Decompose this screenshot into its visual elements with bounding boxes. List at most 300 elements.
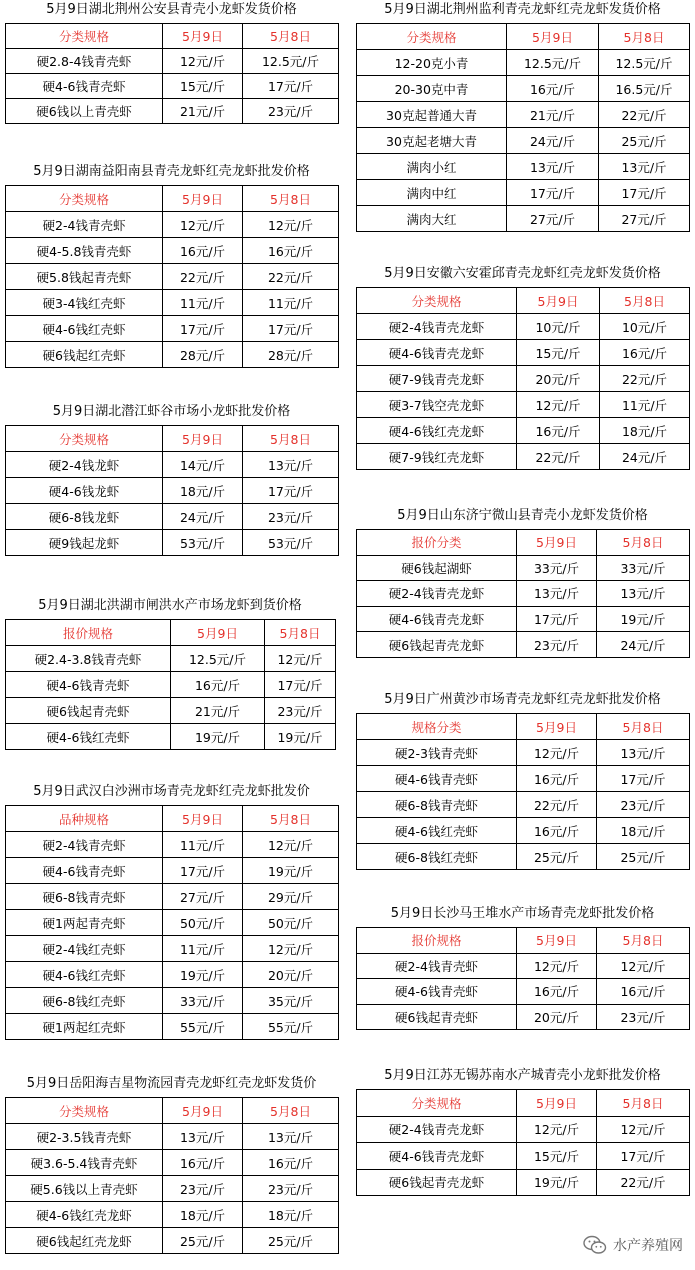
- price-cell: 16元/斤: [600, 340, 690, 366]
- table-row: [357, 632, 690, 658]
- price-cell: 22元/斤: [517, 444, 600, 470]
- price-table: [5, 425, 339, 556]
- table-row: [357, 844, 690, 870]
- table-row: [357, 392, 690, 418]
- spec-cell: 硬4-6钱青壳虾: [357, 979, 517, 1005]
- spec-cell: 硬3-7钱空壳龙虾: [357, 392, 517, 418]
- price-cell: 16元/斤: [517, 418, 600, 444]
- spec-cell: 硬1两起青壳虾: [6, 910, 163, 936]
- spec-cell: 硬6钱以上青壳虾: [6, 99, 163, 124]
- header-cell: 5月8日: [599, 24, 690, 50]
- price-cell: 17元/斤: [163, 316, 243, 342]
- table-header-row: [357, 24, 690, 50]
- price-cell: 17元/斤: [507, 180, 599, 206]
- price-cell: 20元/斤: [243, 962, 339, 988]
- price-cell: 13元/斤: [243, 452, 339, 478]
- price-cell: 19元/斤: [517, 1169, 597, 1196]
- price-cell: 35元/斤: [243, 988, 339, 1014]
- spec-cell: 硬2-3.5钱青壳虾: [6, 1124, 163, 1150]
- price-cell: 15元/斤: [517, 1143, 597, 1170]
- price-cell: 24元/斤: [600, 444, 690, 470]
- price-cell: 12元/斤: [597, 953, 690, 979]
- table-row: [357, 1169, 690, 1196]
- price-cell: 14元/斤: [163, 452, 243, 478]
- price-cell: 16元/斤: [243, 238, 339, 264]
- table-row: [6, 530, 339, 556]
- table-header-row: [357, 530, 690, 556]
- table-title: 5月9日湖北荆州监利青壳龙虾红壳龙虾发货价格: [384, 2, 661, 17]
- table-row: [6, 212, 339, 238]
- spec-cell: 硬6-8钱龙虾: [6, 504, 163, 530]
- price-cell: 12元/斤: [517, 953, 597, 979]
- price-cell: 16元/斤: [517, 766, 597, 792]
- price-cell: 16元/斤: [243, 1150, 339, 1176]
- price-cell: 23元/斤: [243, 99, 339, 124]
- table-title: 5月9日安徽六安霍邱青壳龙虾红壳龙虾发货价格: [384, 266, 661, 281]
- spec-cell: 硬4-6钱青壳虾: [6, 858, 163, 884]
- price-cell: 16元/斤: [163, 1150, 243, 1176]
- header-cell: 5月8日: [243, 806, 339, 832]
- spec-cell: 硬6钱起红壳龙虾: [6, 1228, 163, 1254]
- header-cell: 5月8日: [243, 24, 339, 49]
- table-row: [6, 49, 339, 74]
- header-cell: 5月9日: [171, 620, 265, 646]
- table-row: [6, 672, 336, 698]
- price-table-block: [356, 690, 689, 870]
- price-cell: 55元/斤: [163, 1014, 243, 1040]
- price-table-block: [5, 402, 338, 556]
- spec-cell: 硬6-8钱青壳虾: [6, 884, 163, 910]
- table-row: [6, 1228, 339, 1254]
- price-cell: 22元/斤: [599, 102, 690, 128]
- spec-cell: 硬7-9钱红壳龙虾: [357, 444, 517, 470]
- price-cell: 12.5元/斤: [243, 49, 339, 74]
- header-cell: 5月9日: [517, 530, 597, 556]
- table-row: [357, 76, 690, 102]
- price-cell: 12元/斤: [163, 212, 243, 238]
- spec-cell: 硬3.6-5.4钱青壳虾: [6, 1150, 163, 1176]
- table-row: [6, 290, 339, 316]
- price-cell: 13元/斤: [597, 581, 690, 607]
- price-table-block: [356, 1066, 689, 1196]
- spec-cell: 硬4-6钱红壳虾: [6, 316, 163, 342]
- price-cell: 12元/斤: [517, 1116, 597, 1143]
- table-row: [357, 606, 690, 632]
- price-cell: 16.5元/斤: [599, 76, 690, 102]
- price-cell: 18元/斤: [600, 418, 690, 444]
- spec-cell: 硬4-5.8钱青壳虾: [6, 238, 163, 264]
- price-cell: 18元/斤: [163, 1202, 243, 1228]
- spec-cell: 硬4-6钱红壳虾: [6, 724, 171, 750]
- price-cell: 25元/斤: [243, 1228, 339, 1254]
- table-title: 5月9日广州黄沙市场青壳龙虾红壳龙虾批发价格: [384, 692, 661, 707]
- price-cell: 10元/斤: [600, 314, 690, 340]
- price-cell: 29元/斤: [243, 884, 339, 910]
- table-row: [6, 832, 339, 858]
- price-cell: 13元/斤: [599, 154, 690, 180]
- spec-cell: 30克起老塘大青: [357, 128, 507, 154]
- spec-cell: 硬6钱起青壳虾: [357, 1004, 517, 1030]
- price-cell: 23元/斤: [163, 1176, 243, 1202]
- price-cell: 22元/斤: [517, 792, 597, 818]
- price-table: [356, 287, 690, 470]
- spec-cell: 硬4-6钱青壳虾: [6, 74, 163, 99]
- table-title: 5月9日岳阳海吉星物流园青壳龙虾红壳龙虾发货价: [26, 1076, 317, 1091]
- table-row: [6, 238, 339, 264]
- price-cell: 12元/斤: [517, 392, 600, 418]
- table-row: [357, 740, 690, 766]
- price-cell: 23元/斤: [597, 792, 690, 818]
- header-cell: 分类规格: [357, 288, 517, 314]
- table-row: [6, 962, 339, 988]
- table-title: 5月9日湖北荆州公安县青壳小龙虾发货价格: [46, 2, 297, 17]
- wechat-icon: [583, 1234, 607, 1256]
- price-cell: 13元/斤: [507, 154, 599, 180]
- price-cell: 23元/斤: [243, 504, 339, 530]
- table-header-row: [6, 426, 339, 452]
- price-cell: 23元/斤: [243, 1176, 339, 1202]
- price-cell: 11元/斤: [163, 290, 243, 316]
- header-cell: 5月8日: [243, 1098, 339, 1124]
- price-cell: 22元/斤: [597, 1169, 690, 1196]
- price-cell: 17元/斤: [597, 766, 690, 792]
- spec-cell: 硬9钱起龙虾: [6, 530, 163, 556]
- spec-cell: 硬2.4-3.8钱青壳虾: [6, 646, 171, 672]
- header-cell: 分类规格: [6, 426, 163, 452]
- spec-cell: 硬2-4钱青壳虾: [6, 212, 163, 238]
- watermark: [583, 1234, 683, 1256]
- table-title: 5月9日江苏无锡苏南水产城青壳小龙虾批发价格: [384, 1068, 661, 1083]
- header-cell: 5月8日: [597, 1090, 690, 1117]
- price-cell: 28元/斤: [163, 342, 243, 368]
- table-row: [6, 936, 339, 962]
- header-cell: 5月8日: [597, 530, 690, 556]
- table-header-row: [6, 186, 339, 212]
- price-cell: 17元/斤: [243, 478, 339, 504]
- price-cell: 21元/斤: [507, 102, 599, 128]
- price-table-block: [5, 0, 338, 124]
- table-row: [6, 988, 339, 1014]
- header-cell: 5月8日: [597, 928, 690, 954]
- spec-cell: 硬6钱起青壳虾: [6, 698, 171, 724]
- table-row: [6, 1202, 339, 1228]
- spec-cell: 硬4-6钱青壳虾: [6, 672, 171, 698]
- table-title: 5月9日武汉白沙洲市场青壳龙虾红壳龙虾批发价: [33, 784, 310, 799]
- price-cell: 11元/斤: [163, 936, 243, 962]
- header-cell: 分类规格: [357, 24, 507, 50]
- spec-cell: 满肉中红: [357, 180, 507, 206]
- spec-cell: 硬3-4钱红壳虾: [6, 290, 163, 316]
- price-cell: 27元/斤: [599, 206, 690, 232]
- spec-cell: 硬6-8钱红壳虾: [357, 844, 517, 870]
- price-cell: 13元/斤: [517, 581, 597, 607]
- table-row: [357, 314, 690, 340]
- header-cell: 5月9日: [163, 186, 243, 212]
- spec-cell: 硬4-6钱青壳虾: [357, 766, 517, 792]
- price-cell: 12元/斤: [517, 740, 597, 766]
- price-cell: 25元/斤: [163, 1228, 243, 1254]
- price-cell: 22元/斤: [243, 264, 339, 290]
- header-cell: 5月8日: [600, 288, 690, 314]
- header-cell: 5月9日: [517, 1090, 597, 1117]
- price-table-block: [356, 264, 689, 470]
- spec-cell: 硬2-4钱青壳龙虾: [357, 1116, 517, 1143]
- header-cell: 分类规格: [357, 1090, 517, 1117]
- table-row: [6, 452, 339, 478]
- price-table: [356, 23, 690, 232]
- table-header-row: [6, 1098, 339, 1124]
- price-cell: 17元/斤: [265, 672, 336, 698]
- table-title: 5月9日湖北潜江虾谷市场小龙虾批发价格: [52, 404, 291, 419]
- price-cell: 19元/斤: [171, 724, 265, 750]
- header-cell: 5月8日: [597, 714, 690, 740]
- table-title: 5月9日山东济宁微山县青壳小龙虾发货价格: [397, 508, 648, 523]
- table-row: [357, 128, 690, 154]
- price-cell: 21元/斤: [171, 698, 265, 724]
- price-cell: 24元/斤: [163, 504, 243, 530]
- table-title: 5月9日长沙马王堆水产市场青壳龙虾批发价格: [390, 906, 655, 921]
- price-cell: 55元/斤: [243, 1014, 339, 1040]
- table-row: [6, 646, 336, 672]
- price-cell: 24元/斤: [597, 632, 690, 658]
- table-row: [357, 818, 690, 844]
- price-cell: 27元/斤: [163, 884, 243, 910]
- table-row: [6, 74, 339, 99]
- price-cell: 19元/斤: [163, 962, 243, 988]
- price-cell: 17元/斤: [597, 1143, 690, 1170]
- table-row: [357, 154, 690, 180]
- price-cell: 18元/斤: [163, 478, 243, 504]
- price-table: [5, 619, 336, 750]
- spec-cell: 硬5.8钱起青壳虾: [6, 264, 163, 290]
- price-cell: 20元/斤: [517, 1004, 597, 1030]
- spec-cell: 硬6钱起湖虾: [357, 555, 517, 581]
- price-cell: 16元/斤: [507, 76, 599, 102]
- table-header-row: [357, 714, 690, 740]
- price-cell: 16元/斤: [597, 979, 690, 1005]
- spec-cell: 满肉大红: [357, 206, 507, 232]
- header-cell: 5月9日: [517, 288, 600, 314]
- price-cell: 24元/斤: [507, 128, 599, 154]
- spec-cell: 硬4-6钱青壳龙虾: [357, 606, 517, 632]
- spec-cell: 硬4-6钱红壳虾: [357, 818, 517, 844]
- spec-cell: 12-20克小青: [357, 50, 507, 76]
- table-title: 5月9日湖南益阳南县青壳龙虾红壳龙虾批发价格: [33, 164, 310, 179]
- price-cell: 12元/斤: [597, 1116, 690, 1143]
- price-cell: 22元/斤: [163, 264, 243, 290]
- table-row: [6, 316, 339, 342]
- price-cell: 27元/斤: [507, 206, 599, 232]
- price-table-block: [356, 904, 689, 1030]
- price-table: [356, 713, 690, 870]
- spec-cell: 硬6-8钱红壳虾: [6, 988, 163, 1014]
- table-row: [6, 698, 336, 724]
- spec-cell: 硬2-4钱青壳龙虾: [357, 314, 517, 340]
- price-cell: 12元/斤: [265, 646, 336, 672]
- header-cell: 5月8日: [243, 426, 339, 452]
- price-cell: 23元/斤: [265, 698, 336, 724]
- table-row: [357, 340, 690, 366]
- table-row: [357, 366, 690, 392]
- header-cell: 5月8日: [265, 620, 336, 646]
- price-cell: 21元/斤: [163, 99, 243, 124]
- table-row: [6, 478, 339, 504]
- header-cell: 规格分类: [357, 714, 517, 740]
- price-cell: 15元/斤: [517, 340, 600, 366]
- header-cell: 5月9日: [163, 24, 243, 49]
- spec-cell: 30克起普通大青: [357, 102, 507, 128]
- price-table-block: [356, 506, 689, 658]
- spec-cell: 硬4-6钱红壳龙虾: [6, 1202, 163, 1228]
- price-cell: 22元/斤: [600, 366, 690, 392]
- table-header-row: [6, 24, 339, 49]
- price-cell: 11元/斤: [163, 832, 243, 858]
- spec-cell: 硬6-8钱青壳虾: [357, 792, 517, 818]
- price-cell: 18元/斤: [243, 1202, 339, 1228]
- price-cell: 33元/斤: [163, 988, 243, 1014]
- price-cell: 25元/斤: [517, 844, 597, 870]
- spec-cell: 硬4-6钱红壳虾: [6, 962, 163, 988]
- table-row: [357, 180, 690, 206]
- table-row: [6, 1176, 339, 1202]
- table-row: [6, 342, 339, 368]
- spec-cell: 硬4-6钱红壳龙虾: [357, 418, 517, 444]
- table-row: [6, 858, 339, 884]
- spec-cell: 硬7-9钱青壳龙虾: [357, 366, 517, 392]
- price-cell: 17元/斤: [517, 606, 597, 632]
- price-table-block: [5, 782, 338, 1040]
- table-row: [6, 1124, 339, 1150]
- price-cell: 15元/斤: [163, 74, 243, 99]
- table-row: [6, 264, 339, 290]
- price-cell: 12.5元/斤: [507, 50, 599, 76]
- price-cell: 16元/斤: [163, 238, 243, 264]
- price-table: [356, 1089, 690, 1196]
- header-cell: 分类规格: [6, 1098, 163, 1124]
- price-table: [356, 927, 690, 1030]
- header-cell: 5月9日: [163, 426, 243, 452]
- table-row: [6, 1150, 339, 1176]
- price-cell: 12.5元/斤: [171, 646, 265, 672]
- price-cell: 12.5元/斤: [599, 50, 690, 76]
- table-row: [6, 884, 339, 910]
- table-row: [357, 766, 690, 792]
- price-cell: 33元/斤: [597, 555, 690, 581]
- header-cell: 报价分类: [357, 530, 517, 556]
- spec-cell: 硬2-4钱龙虾: [6, 452, 163, 478]
- watermark-text: 水产养殖网: [613, 1238, 683, 1254]
- price-cell: 28元/斤: [243, 342, 339, 368]
- spec-cell: 硬2-4钱青壳虾: [6, 832, 163, 858]
- table-title: 5月9日湖北洪湖市闸洪水产市场龙虾到货价格: [38, 598, 302, 613]
- price-cell: 25元/斤: [597, 844, 690, 870]
- price-cell: 16元/斤: [517, 979, 597, 1005]
- price-table-block: [5, 596, 335, 750]
- table-row: [357, 979, 690, 1005]
- spec-cell: 硬4-6钱青壳龙虾: [357, 340, 517, 366]
- price-table-block: [356, 0, 689, 232]
- price-cell: 13元/斤: [597, 740, 690, 766]
- price-cell: 33元/斤: [517, 555, 597, 581]
- header-cell: 品种规格: [6, 806, 163, 832]
- price-cell: 17元/斤: [163, 858, 243, 884]
- price-table-block: [5, 162, 338, 368]
- header-cell: 5月9日: [163, 806, 243, 832]
- table-row: [357, 418, 690, 444]
- spec-cell: 硬2-4钱青壳虾: [357, 953, 517, 979]
- table-row: [357, 102, 690, 128]
- table-header-row: [6, 620, 336, 646]
- table-row: [357, 206, 690, 232]
- price-cell: 16元/斤: [517, 818, 597, 844]
- price-cell: 25元/斤: [599, 128, 690, 154]
- table-row: [6, 99, 339, 124]
- price-cell: 16元/斤: [171, 672, 265, 698]
- price-cell: 50元/斤: [163, 910, 243, 936]
- table-row: [357, 1143, 690, 1170]
- price-cell: 20元/斤: [517, 366, 600, 392]
- price-cell: 10元/斤: [517, 314, 600, 340]
- price-cell: 13元/斤: [163, 1124, 243, 1150]
- spec-cell: 硬1两起红壳虾: [6, 1014, 163, 1040]
- spec-cell: 硬6钱起青壳龙虾: [357, 632, 517, 658]
- header-cell: 报价规格: [357, 928, 517, 954]
- price-cell: 53元/斤: [243, 530, 339, 556]
- spec-cell: 硬6钱起青壳龙虾: [357, 1169, 517, 1196]
- table-header-row: [6, 806, 339, 832]
- header-cell: 5月9日: [517, 714, 597, 740]
- table-header-row: [357, 288, 690, 314]
- price-cell: 19元/斤: [265, 724, 336, 750]
- spec-cell: 硬2.8-4钱青壳虾: [6, 49, 163, 74]
- price-table: [5, 185, 339, 368]
- header-cell: 5月9日: [517, 928, 597, 954]
- price-cell: 11元/斤: [600, 392, 690, 418]
- header-cell: 5月9日: [163, 1098, 243, 1124]
- table-header-row: [357, 1090, 690, 1117]
- spec-cell: 硬2-4钱青壳龙虾: [357, 581, 517, 607]
- table-row: [357, 792, 690, 818]
- price-cell: 19元/斤: [597, 606, 690, 632]
- price-cell: 53元/斤: [163, 530, 243, 556]
- header-cell: 5月9日: [507, 24, 599, 50]
- price-table: [356, 529, 690, 658]
- price-table: [5, 1097, 339, 1254]
- header-cell: 报价规格: [6, 620, 171, 646]
- price-cell: 17元/斤: [599, 180, 690, 206]
- spec-cell: 硬2-4钱红壳虾: [6, 936, 163, 962]
- price-table: [5, 23, 339, 124]
- price-cell: 18元/斤: [597, 818, 690, 844]
- spec-cell: 硬4-6钱青壳龙虾: [357, 1143, 517, 1170]
- spec-cell: 硬2-3钱青壳虾: [357, 740, 517, 766]
- table-row: [6, 1014, 339, 1040]
- table-row: [6, 504, 339, 530]
- price-cell: 23元/斤: [517, 632, 597, 658]
- table-row: [357, 444, 690, 470]
- table-row: [357, 953, 690, 979]
- table-row: [6, 910, 339, 936]
- price-cell: 13元/斤: [243, 1124, 339, 1150]
- price-cell: 23元/斤: [597, 1004, 690, 1030]
- table-header-row: [357, 928, 690, 954]
- table-row: [357, 50, 690, 76]
- price-cell: 11元/斤: [243, 290, 339, 316]
- price-cell: 12元/斤: [163, 49, 243, 74]
- header-cell: 分类规格: [6, 186, 163, 212]
- header-cell: 5月8日: [243, 186, 339, 212]
- table-row: [357, 1116, 690, 1143]
